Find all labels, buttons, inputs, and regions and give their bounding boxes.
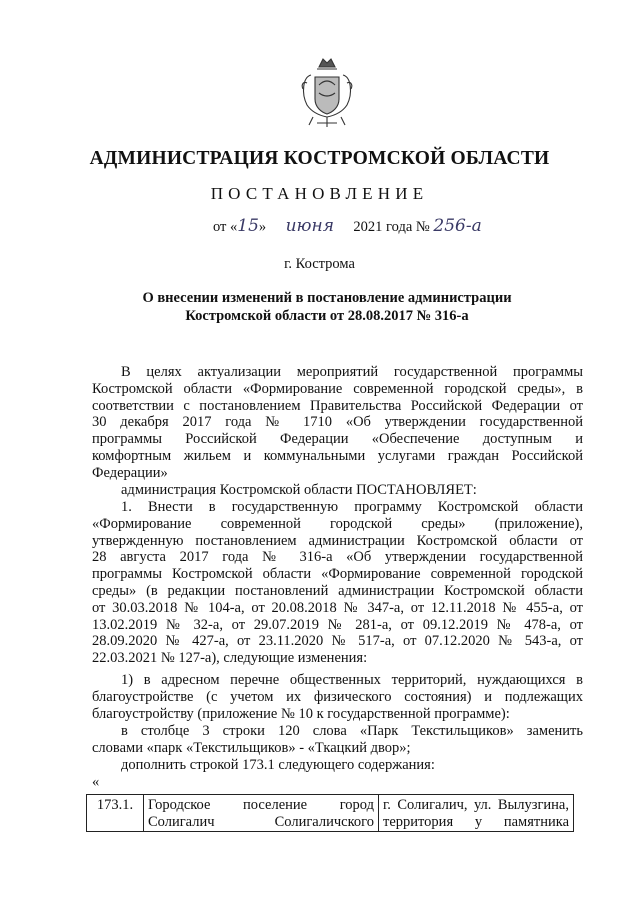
text-line: 28.09.2020 № 427-а, от 23.11.2020 № 517-а, от 07.12.2020 № 543-а, от	[92, 633, 583, 650]
item-1-paragraph	[92, 499, 583, 667]
date-day: 15	[237, 216, 259, 236]
text-line: 22.03.2021 № 127-а), следующие изменения:	[92, 650, 368, 667]
date-day-close: »	[258, 219, 267, 235]
text-line: утвержденную постановлением администрации Костромской области от	[92, 532, 583, 549]
text-line: 13.02.2019 № 32-а, от 29.07.2019 № 281-а, от 09.12.2019 № 478-а, от	[92, 616, 583, 633]
text-line: 1. Внести в государственную программу Костромской области	[121, 499, 583, 515]
text-line: 1) в адресном перечне общественных территорий, нуждающихся в	[121, 672, 583, 688]
date-year: 2021 года №	[353, 219, 430, 235]
inserted-table-row	[86, 794, 574, 832]
city: г. Кострома	[284, 256, 355, 272]
text-line: программы Костромской области «Формирование современной городской	[92, 566, 583, 583]
text-line: Костромской области «Формирование современной городской среды», в	[92, 380, 583, 397]
subitem-2-paragraph	[92, 723, 583, 757]
municipality-cell	[144, 795, 379, 832]
text-line: В целях актуализации мероприятий государственной программы	[121, 364, 583, 380]
document-subject	[92, 289, 562, 325]
coat-of-arms-emblem	[297, 53, 357, 133]
text-line: 28 августа 2017 года № 316-а «Об утверждении государственной	[92, 549, 583, 566]
document-number: 256-а	[433, 216, 482, 236]
date-month: июня	[285, 216, 334, 236]
decree-statement: администрация Костромской области ПОСТАНОВЛЯЕТ:	[121, 482, 477, 498]
text-line: программы Российской Федерации «Обеспечение доступным и	[92, 431, 583, 448]
text-line: «Формирование современной городской среды» (приложение),	[92, 515, 583, 532]
cell-line: г. Солигалич, ул. Вылузгина,	[383, 797, 569, 813]
cell-line: Городское поселение город	[148, 797, 374, 813]
address-cell	[379, 795, 574, 832]
text-line: словами «парк «Текстильщиков» - «Ткацкий двор»;	[92, 739, 411, 756]
subject-line: Костромской области от 28.08.2017 № 316-а	[185, 308, 469, 324]
text-line: в столбце 3 строки 120 слова «Парк Текстильщиков» заменить	[121, 723, 583, 739]
text-line: 30 декабря 2017 года № 1710 «Об утверждении государственной	[92, 414, 583, 431]
preamble-paragraph	[92, 364, 583, 482]
table-row	[87, 795, 574, 832]
date-prefix: от «	[213, 219, 238, 235]
subject-line: О внесении изменений в постановление администрации	[142, 290, 512, 306]
row-number-cell: 173.1.	[87, 795, 144, 832]
organization-title: АДМИНИСТРАЦИЯ КОСТРОМСКОЙ ОБЛАСТИ	[89, 148, 550, 169]
text-line: от 30.03.2018 № 104-а, от 20.08.2018 № 347-а, от 12.11.2018 № 455-а, от	[92, 599, 583, 616]
cell-line: территория у памятника	[383, 814, 569, 830]
text-line: среды» (в редакции постановлений администрации Костромской области	[92, 582, 583, 599]
text-line: благоустройстве (с учетом их физического состояния) и подлежащих	[92, 688, 583, 705]
date-line	[213, 216, 482, 236]
text-line: благоустройству (приложение № 10 к государственной программе):	[92, 705, 510, 722]
subitem-3-line: дополнить строкой 173.1 следующего содержания:	[121, 757, 435, 773]
cell-line: Солигалич Солигаличского	[148, 814, 374, 830]
subitem-1-paragraph	[92, 672, 583, 722]
document-type: ПОСТАНОВЛЕНИЕ	[210, 184, 429, 203]
text-line: соответствии с постановлением Правительства Российской Федерации от	[92, 397, 583, 414]
text-line: комфортным жильем и коммунальными услугами граждан Российской	[92, 447, 583, 464]
opening-quote: «	[92, 774, 100, 790]
text-line: Федерации»	[92, 464, 168, 481]
